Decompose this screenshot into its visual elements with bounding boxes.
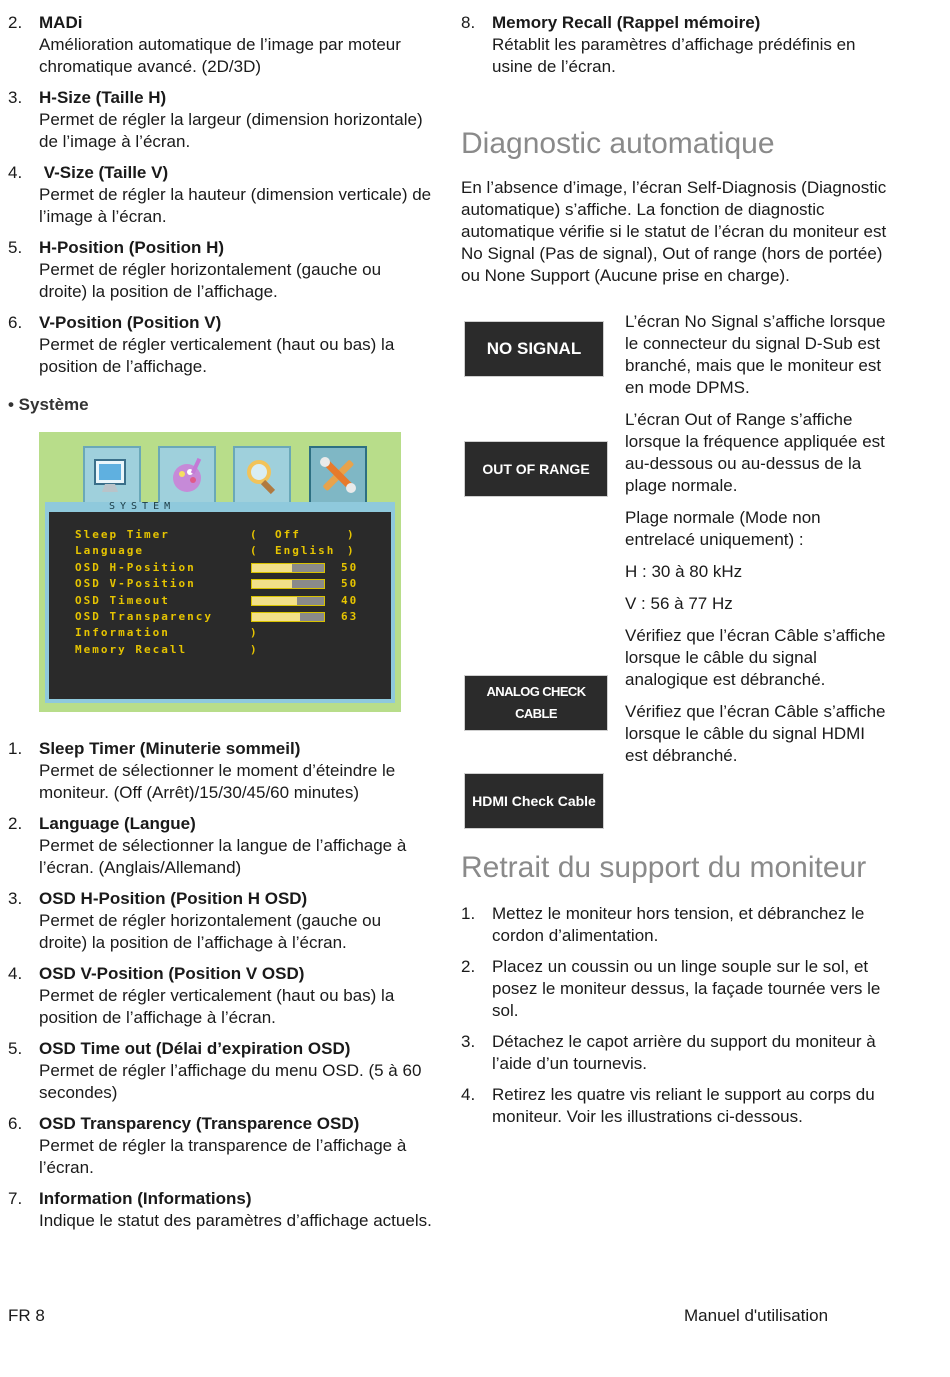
section-heading-stand-removal: Retrait du support du moniteur bbox=[461, 851, 867, 884]
item-description: Rétablit les paramètres d’affichage prédéfinis en usine de l’écran. bbox=[492, 35, 856, 76]
list-item: 3. OSD H-Position (Position H OSD) Permet de régler horizontalement (gauche ou droite) la position de l’affichage à l’écran. bbox=[8, 888, 433, 954]
item-title: H-Position (Position H) bbox=[39, 238, 225, 257]
osd-row-information: Information ) bbox=[75, 626, 259, 640]
out-of-range-badge: OUT OF RANGE bbox=[464, 441, 608, 497]
hdmi-cable-description: Vérifiez que l’écran Câble s’affiche lorsque le câble du signal HDMI est débranché. bbox=[625, 702, 886, 765]
list-item: 4. Retirez les quatre vis reliant le support au corps du moniteur. Voir les illustrations ci-dessous. bbox=[461, 1085, 875, 1126]
item-title: Memory Recall (Rappel mémoire) bbox=[492, 13, 761, 32]
page-number: FR 8 bbox=[8, 1306, 45, 1325]
item-title: V-Position (Position V) bbox=[39, 313, 222, 332]
section-heading-diagnostic: Diagnostic automatique bbox=[461, 127, 775, 160]
list-item: 2. Language (Langue) Permet de sélectionner la langue de l’affichage à l’écran. (Anglais/Allemand) bbox=[8, 813, 433, 879]
osd-row-transparency: OSD Transparency 63 bbox=[75, 609, 359, 623]
item-description: Permet de régler verticalement (haut ou bas) la position de l’affichage. bbox=[39, 335, 395, 376]
analog-check-cable-badge: ANALOG CHECK CABLE bbox=[464, 675, 608, 731]
osd-screenshot bbox=[39, 432, 401, 712]
section-heading-systeme: • Système bbox=[8, 395, 89, 414]
right-column bbox=[461, 12, 891, 1137]
diagnostic-list bbox=[461, 311, 891, 809]
left-column bbox=[8, 12, 433, 1241]
item-title: OSD V-Position (Position V OSD) bbox=[39, 964, 305, 983]
osd-slider-bar bbox=[251, 612, 325, 622]
tools-icon bbox=[309, 446, 367, 504]
item-description: Permet de régler horizontalement (gauche ou droite) la position de l’affichage. bbox=[39, 260, 382, 301]
list-item: 1. Sleep Timer (Minuterie sommeil) Permet de sélectionner le moment d’éteindre le moniteur. (Off (Arrêt)/15/30/45/60 minutes) bbox=[8, 738, 433, 804]
osd-row-memory-recall: Memory Recall ) bbox=[75, 642, 259, 656]
item-description: Permet de sélectionner la langue de l’affichage à l’écran. (Anglais/Allemand) bbox=[39, 836, 407, 877]
osd-row-h-position: OSD H-Position 50 bbox=[75, 560, 359, 574]
list-item: 1. Mettez le moniteur hors tension, et débranchez le cordon d’alimentation. bbox=[461, 904, 865, 945]
osd-slider-bar bbox=[251, 596, 325, 606]
item-title: MADi bbox=[39, 13, 83, 32]
osd-menu-rows bbox=[75, 527, 375, 658]
item-title: Information (Informations) bbox=[39, 1189, 252, 1208]
osd-row-sleep-timer: Sleep Timer ( Off ) bbox=[75, 528, 356, 541]
list-item: 2. Placez un coussin ou un linge souple sur le sol, et posez le moniteur dessus, la façade tournée vers le sol. bbox=[461, 957, 881, 1020]
item-title: V-Size (Taille V) bbox=[39, 163, 169, 182]
item-description: Permet de régler la largeur (dimension horizontale) de l’image à l’écran. bbox=[39, 110, 423, 151]
list-item: 7. Information (Informations) Indique le statut des paramètres d’affichage actuels. bbox=[8, 1189, 432, 1230]
no-signal-badge: NO SIGNAL bbox=[464, 321, 604, 377]
footer-title: Manuel d'utilisation bbox=[684, 1306, 829, 1325]
item-title: H-Size (Taille H) bbox=[39, 88, 167, 107]
list-item: 2. MADi Amélioration automatique de l’image par moteur chromatique avancé. (2D/3D) bbox=[8, 12, 433, 78]
magnifier-icon bbox=[233, 446, 291, 504]
out-of-range-description: L’écran Out of Range s’affiche lorsque la fréquence appliquée est au-dessous ou au-dessus de la plage normale. bbox=[625, 410, 885, 495]
item-title: Sleep Timer (Minuterie sommeil) bbox=[39, 739, 301, 758]
v-range: V : 56 à 77 Hz bbox=[625, 594, 733, 613]
item-description: Permet de régler verticalement (haut ou bas) la position de l’affichage à l’écran. bbox=[39, 986, 395, 1027]
analog-cable-description: Vérifiez que l’écran Câble s’affiche lorsque le câble du signal analogique est débranché. bbox=[625, 626, 886, 689]
osd-row-language: Language ( English ) bbox=[75, 544, 356, 558]
item-description: Amélioration automatique de l’image par moteur chromatique avancé. (2D/3D) bbox=[39, 35, 401, 76]
no-signal-description: L’écran No Signal s’affiche lorsque le connecteur du signal D-Sub est branché, mais que le moniteur est en mode DPMS. bbox=[625, 312, 886, 397]
item-title: OSD Time out (Délai d’expiration OSD) bbox=[39, 1039, 351, 1058]
osd-row-timeout: OSD Timeout 40 bbox=[75, 593, 359, 607]
list-item: 6. V-Position (Position V) Permet de régler verticalement (haut ou bas) la position de l’affichage. bbox=[8, 312, 433, 378]
list-item: 8. Memory Recall (Rappel mémoire) Rétablit les paramètres d’affichage prédéfinis en usine de l’écran. bbox=[461, 12, 891, 78]
item-title: OSD H-Position (Position H OSD) bbox=[39, 889, 308, 908]
item-description: Permet de régler la hauteur (dimension verticale) de l’image à l’écran. bbox=[39, 185, 432, 226]
hdmi-check-cable-badge: HDMI Check Cable bbox=[464, 773, 604, 829]
list-item: 5. H-Position (Position H) Permet de régler horizontalement (gauche ou droite) la position de l’affichage. bbox=[8, 237, 433, 303]
list-item: 3. Détachez le capot arrière du support du moniteur à l’aide d’un tournevis. bbox=[461, 1032, 876, 1073]
color-palette-icon bbox=[158, 446, 216, 504]
osd-slider-bar bbox=[251, 563, 325, 573]
item-description: Permet de régler la transparence de l’affichage à l’écran. bbox=[39, 1136, 407, 1177]
list-item: 5. OSD Time out (Délai d’expiration OSD) Permet de régler l’affichage du menu OSD. (5 à 60 secondes) bbox=[8, 1038, 433, 1104]
item-description: Permet de régler l’affichage du menu OSD. (5 à 60 secondes) bbox=[39, 1061, 422, 1102]
monitor-icon bbox=[83, 446, 141, 504]
h-range: H : 30 à 80 kHz bbox=[625, 562, 743, 581]
list-item: 3. H-Size (Taille H) Permet de régler la largeur (dimension horizontale) de l’image à l’écran. bbox=[8, 87, 433, 153]
normal-range-label: Plage normale (Mode non entrelacé uniquement) : bbox=[625, 508, 821, 549]
osd-system-label: SYSTEM bbox=[109, 501, 176, 512]
item-description: Permet de régler horizontalement (gauche ou droite) la position de l’affichage à l’écran. bbox=[39, 911, 382, 952]
diagnostic-intro: En l’absence d’image, l’écran Self-Diagnosis (Diagnostic automatique) s’affiche. La fonction de diagnostic automatique vérifie si le statut de l’écran du moniteur est No Signal (Pas de signal), Out of range (hors de portée) ou None Support (Aucune prise en charge). bbox=[461, 178, 887, 285]
list-item: 4. V-Size (Taille V) Permet de régler la hauteur (dimension verticale) de l’image à l’écran. bbox=[8, 163, 432, 226]
osd-slider-bar bbox=[251, 579, 325, 589]
list-item: 6. OSD Transparency (Transparence OSD) Permet de régler la transparence de l’affichage à l’écran. bbox=[8, 1113, 433, 1179]
item-description: Indique le statut des paramètres d’affichage actuels. bbox=[39, 1211, 432, 1230]
osd-row-v-position: OSD V-Position 50 bbox=[75, 577, 359, 591]
list-item: 4. OSD V-Position (Position V OSD) Permet de régler verticalement (haut ou bas) la position de l’affichage à l’écran. bbox=[8, 963, 433, 1029]
item-title: Language (Langue) bbox=[39, 814, 196, 833]
item-title: OSD Transparency (Transparence OSD) bbox=[39, 1114, 360, 1133]
item-description: Permet de sélectionner le moment d’éteindre le moniteur. (Off (Arrêt)/15/30/45/60 minutes) bbox=[39, 761, 396, 802]
